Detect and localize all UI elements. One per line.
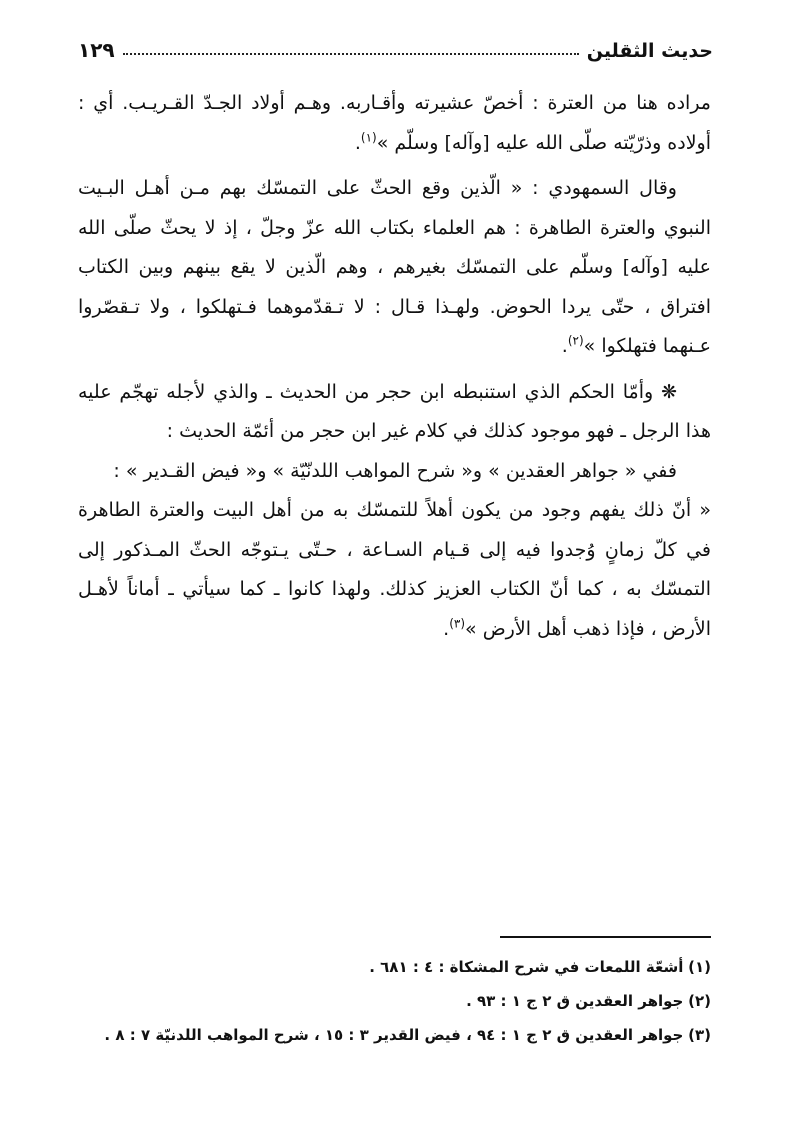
footnote-ref: (٣): [449, 616, 466, 631]
paragraph: « أنّ ذلك يفهم وجود من يكون أهلاً للتمسّك به من أهل البيت والعترة الطاهرة في كلّ زمانٍ وُجدوا فيه إلى قـيام السـاعة ، حـتّى يـتوجّه الحثّ المـذكور إلى التمسّك به ، كما أنّ الكتاب العزيز كذلك. ولهذا كانوا ـ كما سيأتي ـ أماناً لأهـل الأرض ، فإذا ذهب أهل الأرض »$^{(٣)}$.: [78, 499, 711, 640]
running-title: حديث الثقلين: [586, 40, 713, 62]
footnote-ref: (٢): [567, 333, 584, 348]
footnote-divider: [500, 936, 711, 938]
paragraph: ففي « جواهر العقدين » و« شرح المواهب اللدنّيّة » و« فيض القـدير » :: [113, 459, 677, 482]
main-text: [78, 84, 711, 649]
paragraph: ❋ وأمّا الحكم الذي استنبطه ابن حجر من الحديث ـ والذي لأجله تهجّم عليه هذا الرجل ـ فهو موجود كذلك في كلام غير ابن حجر من أئمّة الحديث :: [78, 380, 711, 442]
footnote: (١) أشعّة اللمعات في شرح المشكاة : ٤ : ٦٨١ .: [369, 958, 711, 976]
footnote: (٣) جواهر العقدين ق ٢ ج ١ : ٩٤ ، فيض القدير ٣ : ١٥ ، شرح المواهب اللدنيّة ٧ : ٨ .: [104, 1026, 711, 1044]
paragraph: مراده هنا من العترة : أخصّ عشيرته وأقـاربه. وهـم أولاد الجـدّ القـريـب. أي : أولاده وذرّيّته صلّى الله عليه [وآله] وسلّم »$^{(١)}$.: [78, 92, 711, 154]
footnotes: [78, 950, 711, 1052]
dotted-leader: [123, 53, 579, 55]
page-number: ١٢٩: [78, 38, 115, 62]
footnote: (٢) جواهر العقدين ق ٢ ج ١ : ٩٣ .: [466, 992, 711, 1010]
page-header: [78, 28, 713, 62]
paragraph: وقال السمهودي : « الّذين وقع الحثّ على التمسّك بهم مـن أهـل البـيت النبوي والعترة الطاهرة : هم العلماء بكتاب الله عزّ وجلّ ، إذ لا يحثّ صلّى الله عليه [وآله] وسلّم على التمسّك بغيرهم ، وهم الّذين لا يقع بينهم وبين الكتاب افتراق ، حتّى يردا الحوض. ولهـذا قـال : لا تـقدّموهما فـتهلكوا ، ولا تـقصّروا عـنهما فتهلكوا »$^{(٢)}$.: [78, 177, 711, 357]
footnote-ref: (١): [360, 130, 377, 145]
